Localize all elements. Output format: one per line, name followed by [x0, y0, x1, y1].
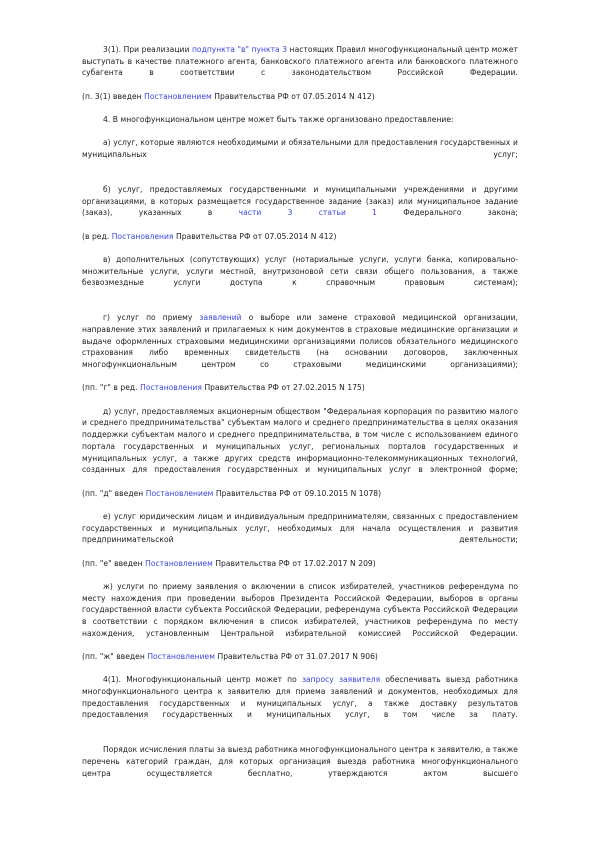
paragraph-spacer [82, 126, 518, 138]
document-link[interactable]: Постановления [111, 231, 174, 241]
text-run: Правительства РФ от 07.05.2014 N 412) [211, 91, 375, 101]
text-run: настоящих Правил многофункциональный центр может выступать в качестве платежного агента, банковского платежного агента или банковского платежного субагента в соответствии с законодательством Российской Федерации. [82, 45, 518, 78]
paragraph [82, 184, 518, 231]
text-run: д) услуг, предоставляемых акционерным обществом "Федеральная корпорация по развитию малого и среднего предпринимательства" субъектам малого и среднего предпринимательства в целях оказания поддержки субъектам малого и среднего предпринимательства, в том числе с использованием единого портала государственных и муниципальных услуг, региональных порталов государственных и муниципальных услуг, а также других средств информационно-телекоммуникационных технологий, созданных для предоставления государственных и муниципальных услуг в электронной форме; [82, 406, 518, 475]
paragraph-spacer [82, 102, 518, 114]
text-run: г) услуг по приему [103, 313, 200, 323]
text-run: (пп. "е" введен [82, 558, 146, 568]
text-run: б) услуг, предоставляемых государственными и муниципальными учреждениями и другими организациями, в которых размещается государственное задание (заказ) или муниципальное задание (заказ), указанных в [82, 184, 518, 218]
document-link[interactable]: Постановлением [145, 488, 214, 498]
text-run: (пп. "г" в ред. [82, 383, 141, 393]
paragraph [82, 558, 518, 570]
paragraph [82, 91, 518, 103]
text-run: Порядок исчисления платы за выезд работника многофункционального центра к заявителю, а также перечень категорий граждан, для которых организация выезда работника многофункционального центра осуществляется бесплатно, утверждаются актом высшего [82, 745, 518, 778]
paragraph-spacer [82, 663, 518, 675]
text-run: ж) услуги по приему заявления о включении в список избирателей, участников референдума по месту нахождения при проведении выборов Президента Российской Федерации, выборов в органы государственной власти субъекта Российской Федерации, референдума субъекта Российской Федерации в соответствии с порядком включения в список избирателей, участников референдума по месту нахождения, установленным Центральной избирательной комиссией Российской Федерации. [82, 581, 518, 638]
paragraph [82, 488, 518, 500]
document-link[interactable]: Постановлением [147, 652, 215, 661]
paragraph [82, 406, 518, 488]
paragraph [82, 114, 518, 126]
text-run: (п. 3(1) введен [82, 91, 145, 101]
paragraph [82, 254, 518, 301]
document-link[interactable]: подпункта "в" пункта 3 [191, 45, 288, 54]
document-body [82, 44, 518, 791]
paragraph-spacer [82, 499, 518, 511]
paragraph [82, 231, 518, 243]
paragraph-spacer [82, 569, 518, 581]
paragraph-spacer [82, 733, 518, 745]
text-run: (пп. "ж" введен [82, 652, 148, 661]
text-run: (пп. "д" введен [82, 488, 146, 498]
document-link[interactable]: Постановлением [145, 558, 213, 568]
text-run: Федерального закона; [377, 208, 518, 218]
paragraph [82, 581, 518, 651]
paragraph [82, 44, 518, 91]
paragraph [82, 511, 518, 558]
text-run: обеспечивать выезд работника многофункционального центра к заявителю для приема заявлений и документов, необходимых для предоставления государственных и муниципальных услуг, а также доставку результатов предоставления государственных и муниципальных услуг, в том числе за плату. [82, 675, 518, 720]
text-run: Правительства РФ от 07.05.2014 N 412) [173, 231, 337, 241]
document-link[interactable]: части 3 статьи 1 [238, 208, 377, 218]
paragraph [82, 744, 518, 791]
text-run: Правительства РФ от 27.02.2015 N 175) [201, 383, 365, 393]
paragraph-spacer [82, 242, 518, 254]
paragraph [82, 312, 518, 382]
paragraph-spacer [82, 172, 518, 184]
document-link[interactable]: Постановления [140, 383, 202, 393]
text-run: Правительства РФ от 31.07.2017 N 906) [214, 652, 378, 661]
paragraph-spacer [82, 301, 518, 313]
text-run: Правительства РФ от 17.02.2017 N 209) [212, 558, 376, 568]
paragraph [82, 137, 518, 172]
text-run: 3(1). При реализации [103, 45, 192, 54]
text-run: в) дополнительных (сопутствующих) услуг (нотариальные услуги, услуги банка, копировально-множительные услуги, услуги местной, внутризоновой сети связи общего пользования, а также безвозмездные услуги доступа к справочным правовым системам); [82, 255, 518, 288]
document-link[interactable]: заявлений [199, 313, 242, 323]
text-run: 4(1). Многофункциональный центр может по [103, 675, 302, 685]
text-run: о выборе или замене страховой медицинской организации, направление этих заявлений и прилагаемых к ним документов в страховые медицинские организации и выдаче оформленных страховыми медицинскими организациями полисов обязательного медицинского страхования либо временных свидетельств (на основании договоров, заключенных многофункциональным центром со страховыми медицинскими организациями); [82, 313, 518, 370]
paragraph-spacer [82, 394, 518, 406]
paragraph [82, 674, 518, 732]
text-run: Правительства РФ от 09.10.2015 N 1078) [213, 488, 382, 498]
document-link[interactable]: запросу заявителя [301, 675, 381, 685]
paragraph [82, 382, 518, 394]
text-run: 4. В многофункциональном центре может быть также организовано предоставление: [103, 115, 454, 125]
text-run: е) услуг юридическим лицам и индивидуальным предпринимателям, связанных с предоставлением государственных и муниципальных услуг, необходимых для начала осуществления и развития предпринимательской деятельности; [82, 511, 518, 545]
text-run: а) услуг, которые являются необходимыми и обязательными для предоставления государственных и муниципальных услуг; [82, 138, 518, 159]
paragraph [82, 651, 518, 663]
text-run: (в ред. [82, 231, 112, 241]
document-link[interactable]: Постановлением [144, 91, 212, 101]
